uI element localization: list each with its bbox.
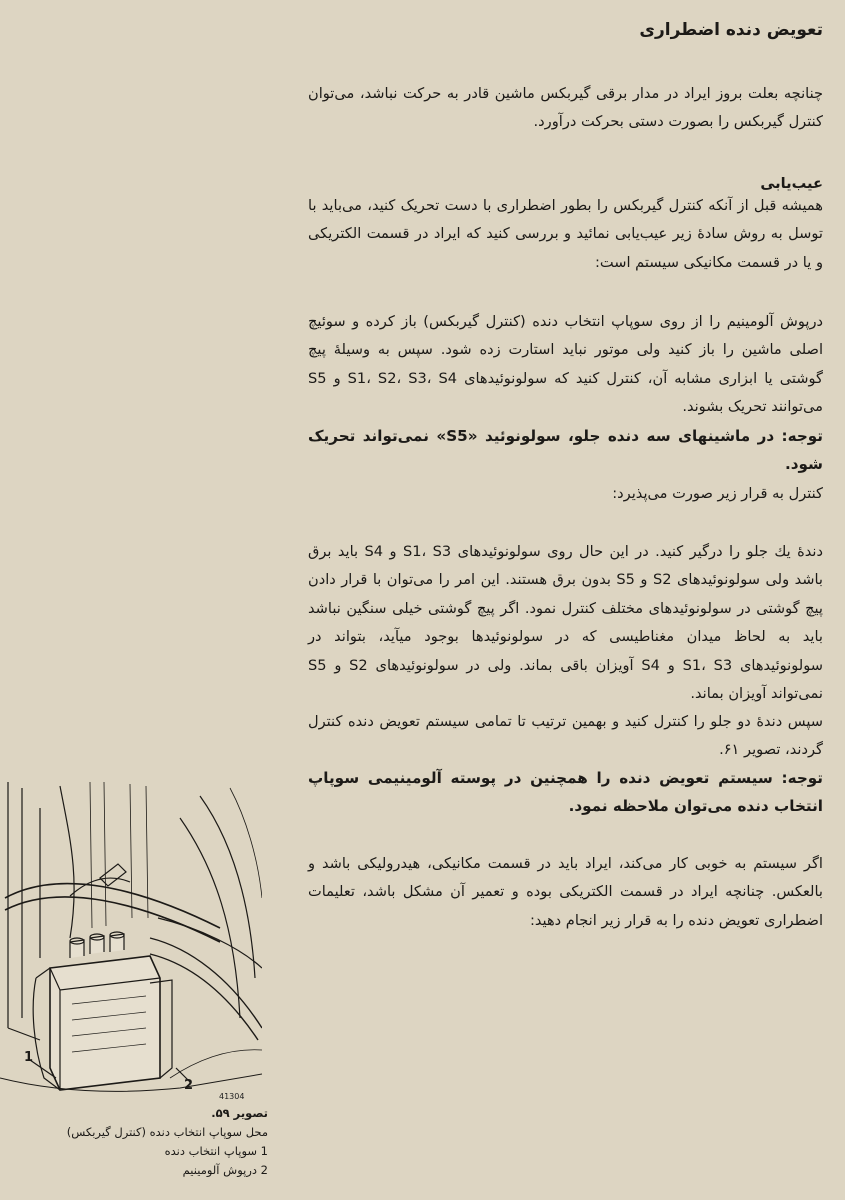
procedure-paragraph: درپوش آلومینیم را از روی سوپاپ انتخاب دنده (کنترل گیربکس) باز کرده و سوئیچ اصلی ماشین را باز کنید ولی موتور نباید استارت زده شود. سپس به وسیلهٔ پیچ گوشتی یا ابزاری مشابه آن، کنترل کنید که سولونوئیدهای S1، S2، S3، S4 و S5 می‌توانند تحریک بشوند. xyxy=(308,313,823,416)
figure-label-2: 2 xyxy=(184,1078,194,1093)
note-housing: توجه: سیستم تعویض دنده را همچنین در پوسته آلومینیمی سوپاپ انتخاب دنده می‌توان ملاحظه نمود. xyxy=(308,769,823,816)
note-s5: توجه: در ماشینهای سه دنده جلو، سولونوئید «S5» نمی‌تواند تحریک شود. xyxy=(308,427,823,474)
troubleshoot-heading: عیب‌یابی xyxy=(760,175,823,192)
gear1-paragraph: دندهٔ یك جلو را درگیر کنید. در این حال روی سولونوئیدهای S1، S3 و S4 باید برق باشد ولی سولونوئیدهای S2 و S5 بدون برق هستند. این امر را می‌توان با قرار دادن پیچ گوشتی در سولونوئیدهای مختلف کنترل نمود. اگر پیچ گوشتی خیلی سنگین نباشد باید به لحاظ میدان مغناطیسی که در سولونوئیدها بوجود میآید، بتواند در سولونوئیدهای S1، S3 و S4 آویزان باقی بماند. ولی در سولونوئیدهای S2 و S5 نمی‌تواند آویزان بماند. xyxy=(308,543,823,703)
figure-label-1: 1 xyxy=(24,1050,34,1065)
page-title: تعویض دنده اضطراری xyxy=(639,20,823,40)
caption-number: تصویر ۵۹. xyxy=(211,1106,268,1120)
final-paragraph: اگر سیستم به خوبی کار می‌کند، ایراد باید در قسمت مکانیکی، هیدرولیکی باشد و بالعکس. چنانچه ایراد در قسمت الکتریکی بوده و تعمیر آن مشکل باشد، تعلیمات اضطراری تعویض دنده را به قرار زیر انجام دهید: xyxy=(308,855,823,929)
gear2-paragraph: سپس دندهٔ دو جلو را کنترل کنید و بهمین ترتیب تا تمامی سیستم تعویض دنده کنترل گردند، تصویر ۶۱. xyxy=(308,713,823,759)
figure-caption xyxy=(0,1104,268,1180)
valve-drawing xyxy=(0,778,262,1100)
control-intro: کنترل به قرار زیر صورت می‌پذیرد: xyxy=(612,485,823,502)
figure-code: 41304 xyxy=(219,1092,245,1101)
intro-paragraph: چنانچه بعلت بروز ایراد در مدار برقی گیربکس ماشین قادر به حرکت نباشد، می‌توان کنترل گیربکس را بصورت دستی بحرکت درآورد. xyxy=(308,85,823,131)
caption-item-2: 2 درپوش آلومینیم xyxy=(182,1163,268,1177)
caption-item-1: 1 سوپاپ انتخاب دنده xyxy=(164,1144,268,1158)
troubleshoot-paragraph: همیشه قبل از آنکه کنترل گیربکس را بطور اضطراری با دست تحریک کنید، می‌باید با توسل به روش سادهٔ زیر عیب‌یابی نمائید و بررسی کنید که ایراد در قسمت الکتریکی و یا در قسمت مکانیکی سیستم است: xyxy=(308,197,823,271)
caption-title: محل سوپاپ انتخاب دنده (کنترل گیربکس) xyxy=(66,1125,268,1139)
valve-illustration xyxy=(0,778,262,1100)
